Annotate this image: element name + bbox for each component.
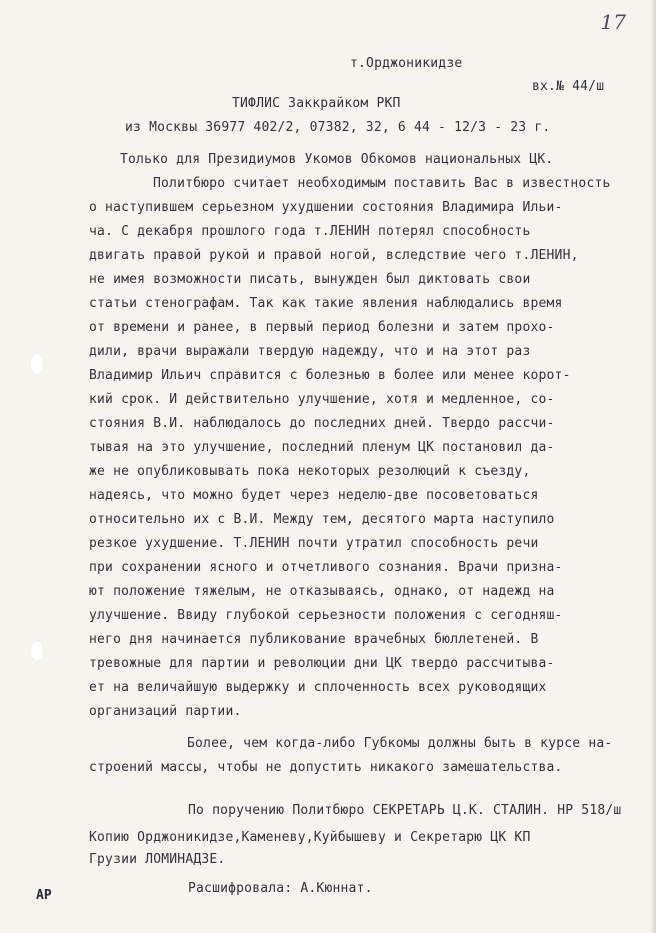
body-line: от времени и ранее, в первый период болезни и затем прохо-: [89, 320, 555, 335]
body-line: стояния В.И. наблюдалось до последних дней. Твердо рассчи-: [89, 416, 555, 431]
corner-mark: АР: [36, 888, 52, 903]
body-line: него дня начинается публикование врачебных бюллетеней. В: [89, 632, 539, 647]
decoded-by: Расшифровала: А.Кюннат.: [188, 881, 373, 896]
body-line: строений массы, чтобы не допустить никакого замешательства.: [89, 760, 563, 775]
body-line: Владимир Ильич справится с болезнью в более или менее корот-: [89, 368, 571, 383]
body-line: дили, врачи выражали твердую надежду, что и на этот раз: [89, 344, 531, 359]
telegram-line: из Москвы 36977 402/2, 07382, 32, 6 44 - 12/3 - 23 г.: [125, 120, 551, 135]
body-line: тывая на это улучшение, последний пленум ЦК постановил да-: [89, 440, 555, 455]
body-line: ча. С декабря прошлого года т.ЛЕНИН потерял способность: [89, 224, 531, 239]
body-line: ет на величайшую выдержку и сплоченность всех руководящих: [89, 680, 547, 695]
body-line: Политбюро считает необходимым поставить Вас в известность: [153, 176, 611, 191]
punch-hole-bottom: [30, 640, 44, 662]
body-line: не имея возможности писать, вынужден был диктовать свои: [89, 272, 531, 287]
body-line: надеясь, что можно будет через неделю-две посоветоваться: [89, 488, 539, 503]
body-line: Только для Президиумов Укомов Обкомов национальных ЦК.: [120, 152, 554, 167]
body-line: относительно их с В.И. Между тем, десятого марта наступило: [89, 512, 555, 527]
body-line: статьи стенографам. Так как такие явления наблюдались время: [89, 296, 563, 311]
incoming-reference: вх.№ 44/ш: [532, 79, 605, 94]
addressee: т.Орджоникидзе: [350, 56, 463, 71]
body-line: при сохранении ясного и отчетливого сознания. Врачи призна-: [89, 560, 563, 575]
body-line: ют положение тяжелым, не отказываясь, однако, от надежд на: [89, 584, 555, 599]
body-line: кий срок. И действительно улучшение, хотя и медленное, со-: [89, 392, 555, 407]
copies-line-1: Копию Орджоникидзе,Каменеву,Куйбышеву и Секретарю ЦК КП: [89, 830, 531, 845]
copies-line-2: Грузии ЛОМИНАДЗЕ.: [89, 852, 226, 867]
body-line: же не опубликовывать пока некоторых резолюций к съезду,: [89, 464, 531, 479]
punch-hole-top: [30, 353, 44, 375]
body-line: тревожные для партии и революции дни ЦК твердо рассчитыва-: [89, 656, 555, 671]
body-line: о наступившем серьезном ухудшении состояния Владимира Ильи-: [89, 200, 563, 215]
signature-line: По поручению Политбюро СЕКРЕТАРЬ Ц.К. СТАЛИН. НР 518/ш: [188, 803, 622, 818]
body-line: организаций партии.: [89, 704, 242, 719]
page-number: 17: [600, 10, 626, 34]
page-edge-shadow: [650, 0, 656, 933]
body-line: улучшение. Ввиду глубокой серьезности положения с сегодняш-: [89, 608, 563, 623]
body-line: двигать правой рукой и правой ногой, вследствие чего т.ЛЕНИН,: [89, 248, 579, 263]
body-line: резкое ухудшение. Т.ЛЕНИН почти утратил способность речи: [89, 536, 539, 551]
recipient-line: ТИФЛИС Заккрайком РКП: [232, 96, 401, 111]
body-line: Более, чем когда-либо Губкомы должны быть в курсе на-: [187, 736, 613, 751]
